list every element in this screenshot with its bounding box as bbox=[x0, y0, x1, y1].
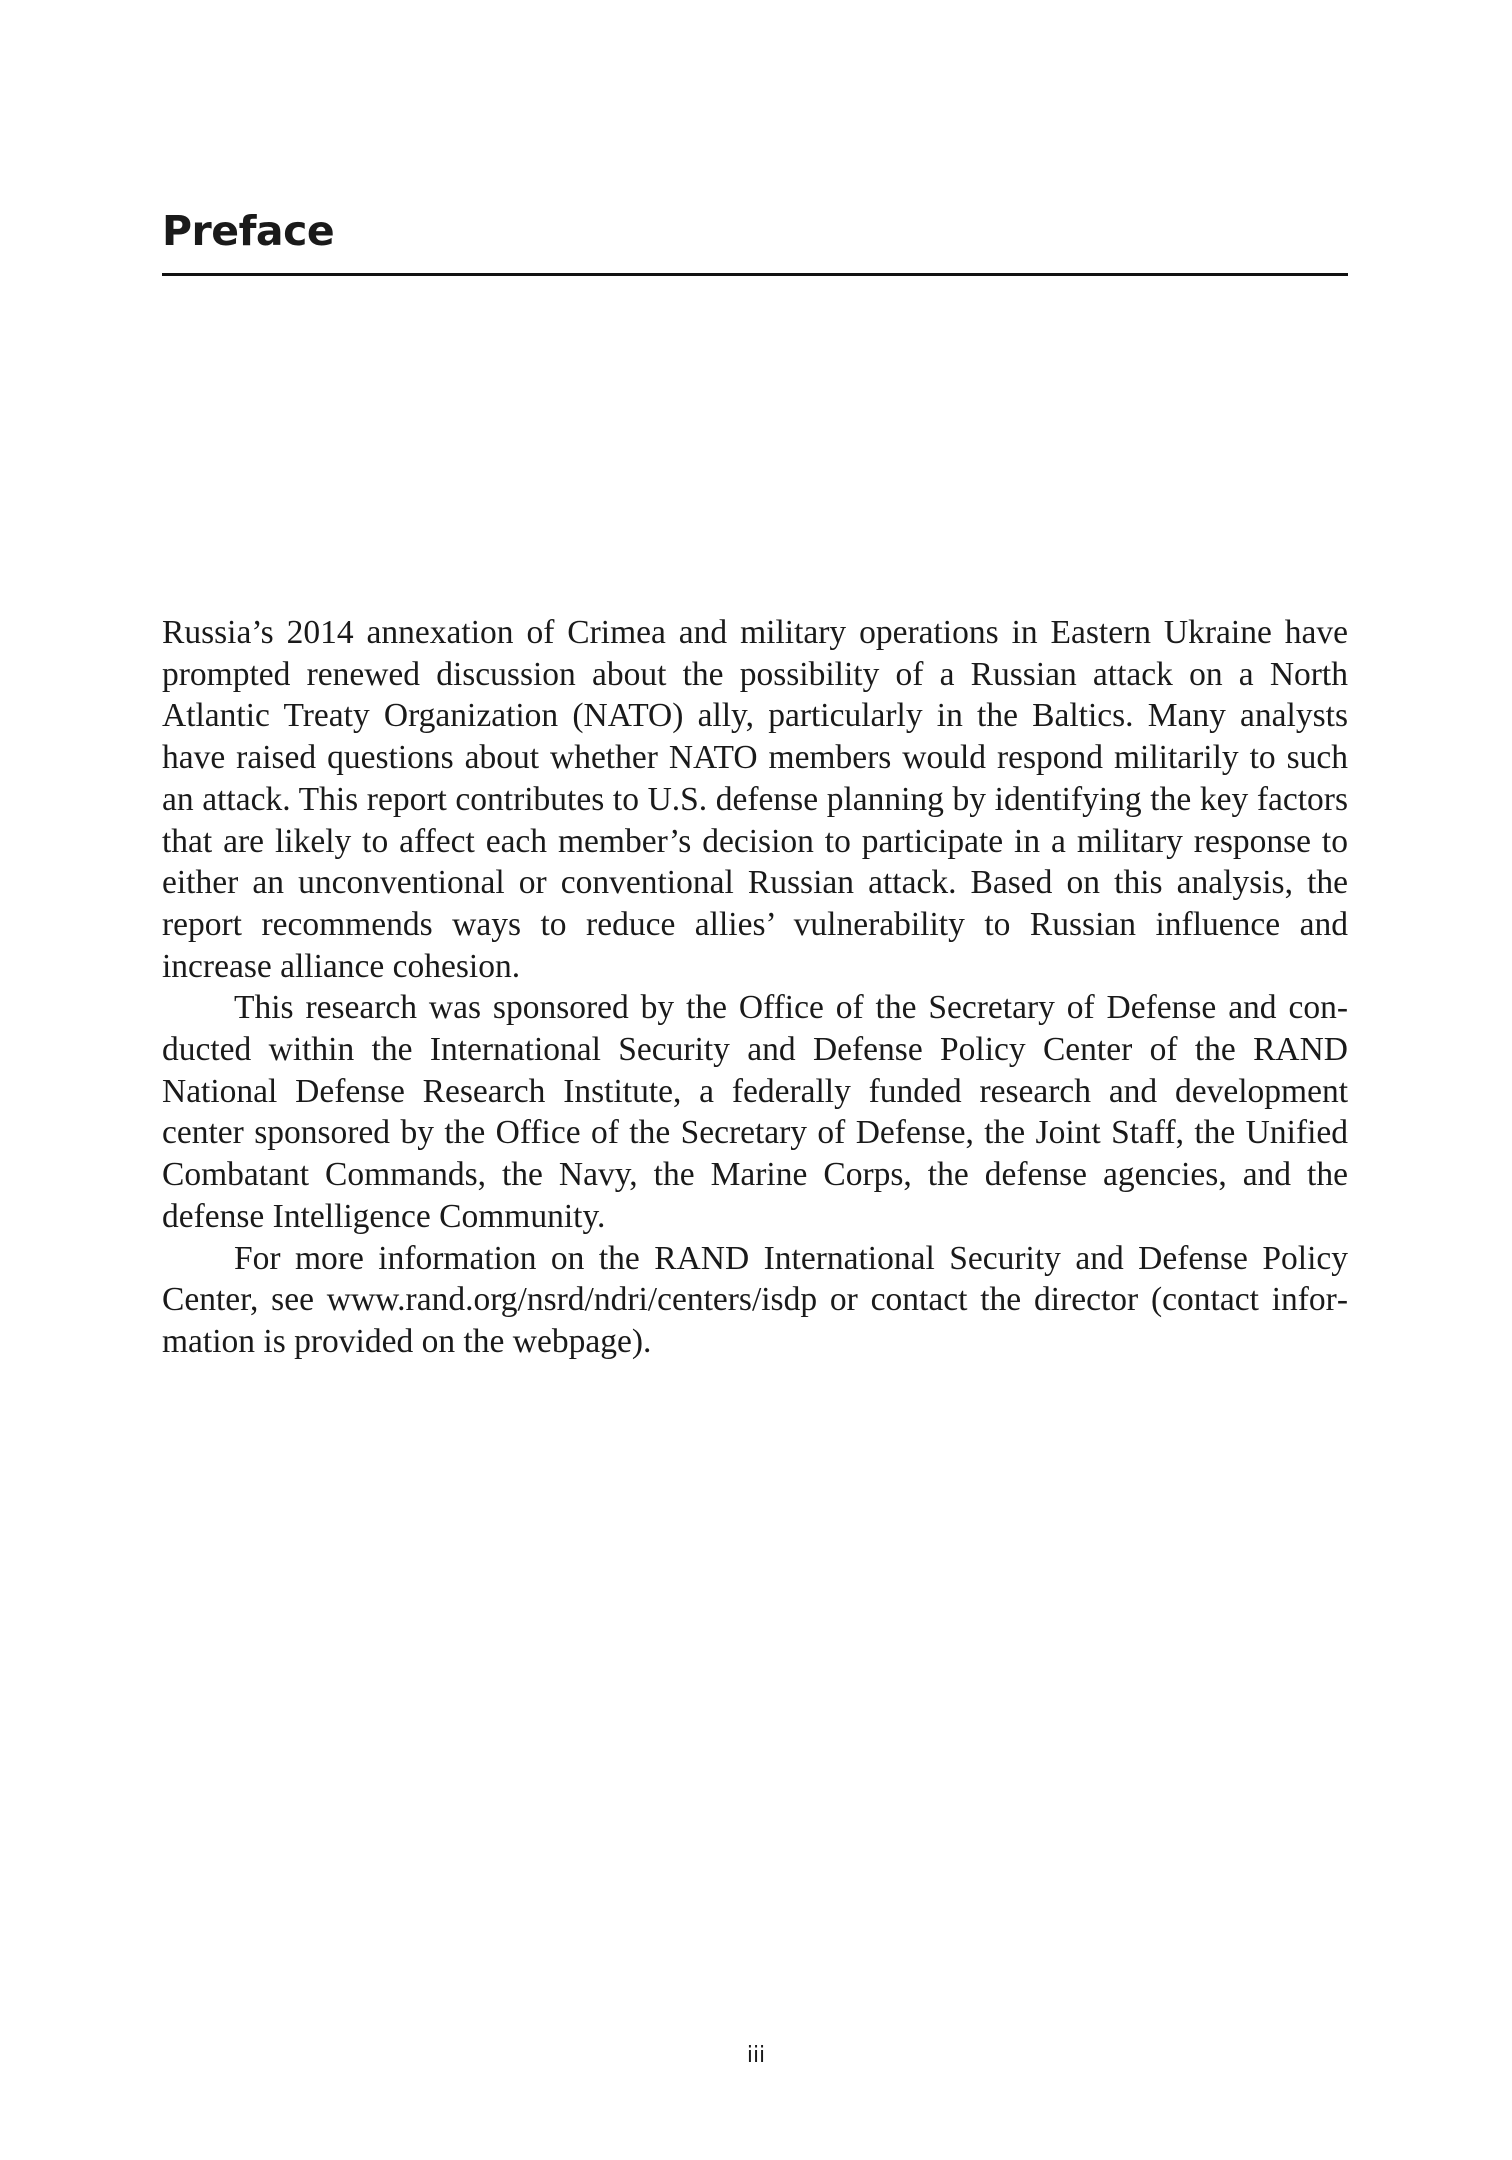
page-title: Preface bbox=[162, 207, 335, 255]
preface-body bbox=[162, 612, 1348, 1363]
paragraph-3: For more information on the RAND International Security and Defense Policy Center, see www.rand.org/nsrd/ndri/centers/isdp or contact the director (contact information is provided on the webpage). bbox=[162, 1239, 1348, 1360]
page-number: iii bbox=[746, 2043, 766, 2068]
paragraph-1: Russia’s 2014 annexation of Crimea and military operations in Eastern Ukraine have prompted renewed discussion about the possibility of a Russian attack on a North Atlantic Treaty Organization (NATO) ally, particularly in the Baltics. Many analysts have raised questions about whether NATO members would respond militarily to such an attack. This report contributes to U.S. defense planning by identifying the key factors that are likely to affect each member’s decision to participate in a military response to either an unconventional or conventional Russian attack. Based on this analysis, the report recommends ways to reduce allies’ vulnerability to Russian influence and increase alliance cohesion. bbox=[162, 614, 1348, 985]
paragraph-2: This research was sponsored by the Office of the Secretary of Defense and conducted within the International Security and Defense Policy Center of the RAND National Defense Research Institute, a federally funded research and development center sponsored by the Office of the Secretary of Defense, the Joint Staff, the Unified Combatant Commands, the Navy, the Marine Corps, the defense agencies, and the defense Intelligence Community. bbox=[162, 989, 1348, 1235]
heading-rule bbox=[162, 273, 1348, 276]
